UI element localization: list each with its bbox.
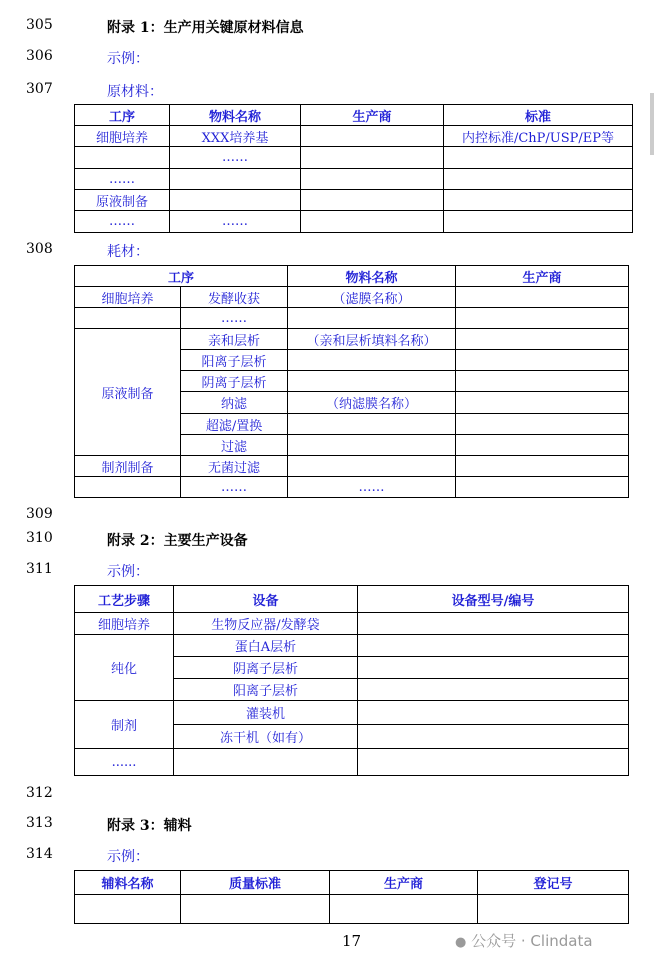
table-cell bbox=[444, 211, 633, 233]
table-cell bbox=[444, 169, 633, 190]
group-cell: 细胞培养 bbox=[75, 613, 174, 635]
watermark bbox=[455, 930, 593, 951]
table-cell: 蛋白A层析 bbox=[174, 635, 358, 657]
line-number-310: 310 bbox=[26, 530, 53, 546]
table-row bbox=[75, 456, 629, 477]
table-cell bbox=[288, 371, 456, 392]
table-cell: 无菌过滤 bbox=[181, 456, 288, 477]
table-cell: （纳滤膜名称） bbox=[288, 392, 456, 414]
group-cell: 制剂 bbox=[75, 701, 174, 749]
table-cell bbox=[170, 190, 301, 211]
example-label-1: 示例： bbox=[107, 51, 149, 67]
table-cell: 灌装机 bbox=[174, 701, 358, 725]
table-cell bbox=[75, 477, 181, 498]
table-cell bbox=[301, 169, 444, 190]
table-cell bbox=[288, 435, 456, 456]
consumables-label: 耗材： bbox=[107, 244, 149, 260]
table-row bbox=[75, 169, 633, 190]
table-cell bbox=[358, 725, 629, 749]
table-cell bbox=[288, 414, 456, 435]
header-registration-number: 登记号 bbox=[478, 871, 629, 895]
header-standard: 标准 bbox=[444, 105, 633, 126]
table-row bbox=[75, 329, 629, 350]
table-cell: 纳滤 bbox=[181, 392, 288, 414]
table-cell bbox=[301, 211, 444, 233]
group-cell: 纯化 bbox=[75, 635, 174, 701]
header-process-step: 工艺步骤 bbox=[75, 586, 174, 613]
table-cell bbox=[456, 371, 629, 392]
table-cell bbox=[301, 190, 444, 211]
table-cell: …… bbox=[181, 477, 288, 498]
header-quality-standard: 质量标准 bbox=[181, 871, 330, 895]
table-cell bbox=[358, 657, 629, 679]
table-cell bbox=[358, 701, 629, 725]
table-cell: 阳离子层析 bbox=[174, 679, 358, 701]
table-cell: …… bbox=[75, 211, 170, 233]
appendix-1-heading: 附录 1：生产用关键原材料信息 bbox=[107, 20, 304, 36]
table-cell bbox=[170, 169, 301, 190]
example-label-3: 示例： bbox=[107, 849, 149, 865]
group-cell: 原液制备 bbox=[75, 329, 181, 456]
table-cell bbox=[444, 147, 633, 169]
watermark-text: 公众号 · Clindata bbox=[471, 932, 593, 950]
table-cell bbox=[174, 749, 358, 776]
table-cell: 冻干机（如有） bbox=[174, 725, 358, 749]
table-cell: 阴离子层析 bbox=[174, 657, 358, 679]
example-label-2: 示例： bbox=[107, 564, 149, 580]
table-cell bbox=[301, 126, 444, 147]
table-cell: XXX培养基 bbox=[170, 126, 301, 147]
table-row bbox=[75, 635, 629, 657]
header-material-name: 物料名称 bbox=[170, 105, 301, 126]
header-model-number: 设备型号/编号 bbox=[358, 586, 629, 613]
table-cell: （滤膜名称） bbox=[288, 287, 456, 308]
table-cell: 生物反应器/发酵袋 bbox=[174, 613, 358, 635]
table-row bbox=[75, 749, 629, 776]
table-row bbox=[75, 477, 629, 498]
line-number-305: 305 bbox=[26, 17, 53, 33]
table-cell bbox=[181, 895, 330, 924]
table-row bbox=[75, 895, 629, 924]
page-number: 17 bbox=[342, 932, 362, 950]
table-cell bbox=[456, 287, 629, 308]
line-number-314: 314 bbox=[26, 846, 53, 862]
table-cell bbox=[301, 147, 444, 169]
table-row bbox=[75, 308, 629, 329]
table-cell: 原液制备 bbox=[75, 190, 170, 211]
header-manufacturer: 生产商 bbox=[456, 266, 629, 287]
table-cell bbox=[288, 456, 456, 477]
table-cell: 阳离子层析 bbox=[181, 350, 288, 371]
table-cell bbox=[456, 308, 629, 329]
group-cell: 制剂制备 bbox=[75, 456, 181, 477]
table-cell bbox=[456, 350, 629, 371]
raw-materials-label: 原材料： bbox=[107, 84, 163, 100]
table-cell: 过滤 bbox=[181, 435, 288, 456]
header-manufacturer: 生产商 bbox=[330, 871, 478, 895]
header-material-name: 物料名称 bbox=[288, 266, 456, 287]
header-process: 工序 bbox=[75, 105, 170, 126]
table-cell: （亲和层析填料名称） bbox=[288, 329, 456, 350]
table-cell: 阴离子层析 bbox=[181, 371, 288, 392]
consumables-table bbox=[74, 265, 629, 498]
line-number-307: 307 bbox=[26, 81, 53, 97]
appendix-3-heading: 附录 3：辅料 bbox=[107, 818, 192, 834]
table-cell bbox=[358, 613, 629, 635]
header-excipient-name: 辅料名称 bbox=[75, 871, 181, 895]
table-cell bbox=[444, 190, 633, 211]
table-row bbox=[75, 190, 633, 211]
table-cell bbox=[456, 392, 629, 414]
table-cell: …… bbox=[181, 308, 288, 329]
line-number-306: 306 bbox=[26, 48, 53, 64]
raw-materials-table bbox=[74, 104, 633, 233]
table-cell bbox=[358, 635, 629, 657]
table-cell bbox=[456, 414, 629, 435]
table-row bbox=[75, 147, 633, 169]
table-row bbox=[75, 287, 629, 308]
table-cell bbox=[358, 749, 629, 776]
table-row bbox=[75, 126, 633, 147]
excipients-table bbox=[74, 870, 629, 924]
table-cell bbox=[75, 895, 181, 924]
line-number-313: 313 bbox=[26, 815, 53, 831]
table-cell bbox=[478, 895, 629, 924]
table-row bbox=[75, 701, 629, 725]
table-cell bbox=[288, 350, 456, 371]
table-cell bbox=[288, 308, 456, 329]
table-cell bbox=[456, 477, 629, 498]
line-number-311: 311 bbox=[26, 561, 53, 577]
line-number-312: 312 bbox=[26, 785, 53, 801]
header-manufacturer: 生产商 bbox=[301, 105, 444, 126]
header-equipment: 设备 bbox=[174, 586, 358, 613]
table-cell: …… bbox=[170, 211, 301, 233]
table-cell bbox=[456, 456, 629, 477]
group-cell: ...... bbox=[75, 749, 174, 776]
header-process: 工序 bbox=[75, 266, 288, 287]
table-cell bbox=[75, 147, 170, 169]
table-cell bbox=[75, 308, 181, 329]
line-number-309: 309 bbox=[26, 506, 53, 522]
appendix-2-heading: 附录 2：主要生产设备 bbox=[107, 533, 248, 549]
scrollbar[interactable] bbox=[650, 93, 654, 155]
table-cell bbox=[330, 895, 478, 924]
table-row bbox=[75, 211, 633, 233]
table-cell: …… bbox=[170, 147, 301, 169]
table-cell: …… bbox=[288, 477, 456, 498]
table-cell bbox=[358, 679, 629, 701]
table-cell: 发酵收获 bbox=[181, 287, 288, 308]
table-cell: …… bbox=[75, 169, 170, 190]
table-cell: 亲和层析 bbox=[181, 329, 288, 350]
table-cell bbox=[456, 329, 629, 350]
table-row bbox=[75, 613, 629, 635]
table-cell bbox=[456, 435, 629, 456]
equipment-table bbox=[74, 585, 629, 776]
line-number-308: 308 bbox=[26, 241, 53, 257]
table-cell: 细胞培养 bbox=[75, 126, 170, 147]
wechat-icon: ● bbox=[455, 935, 467, 950]
group-cell: 细胞培养 bbox=[75, 287, 181, 308]
table-cell: 超滤/置换 bbox=[181, 414, 288, 435]
table-cell: 内控标准/ChP/USP/EP等 bbox=[444, 126, 633, 147]
